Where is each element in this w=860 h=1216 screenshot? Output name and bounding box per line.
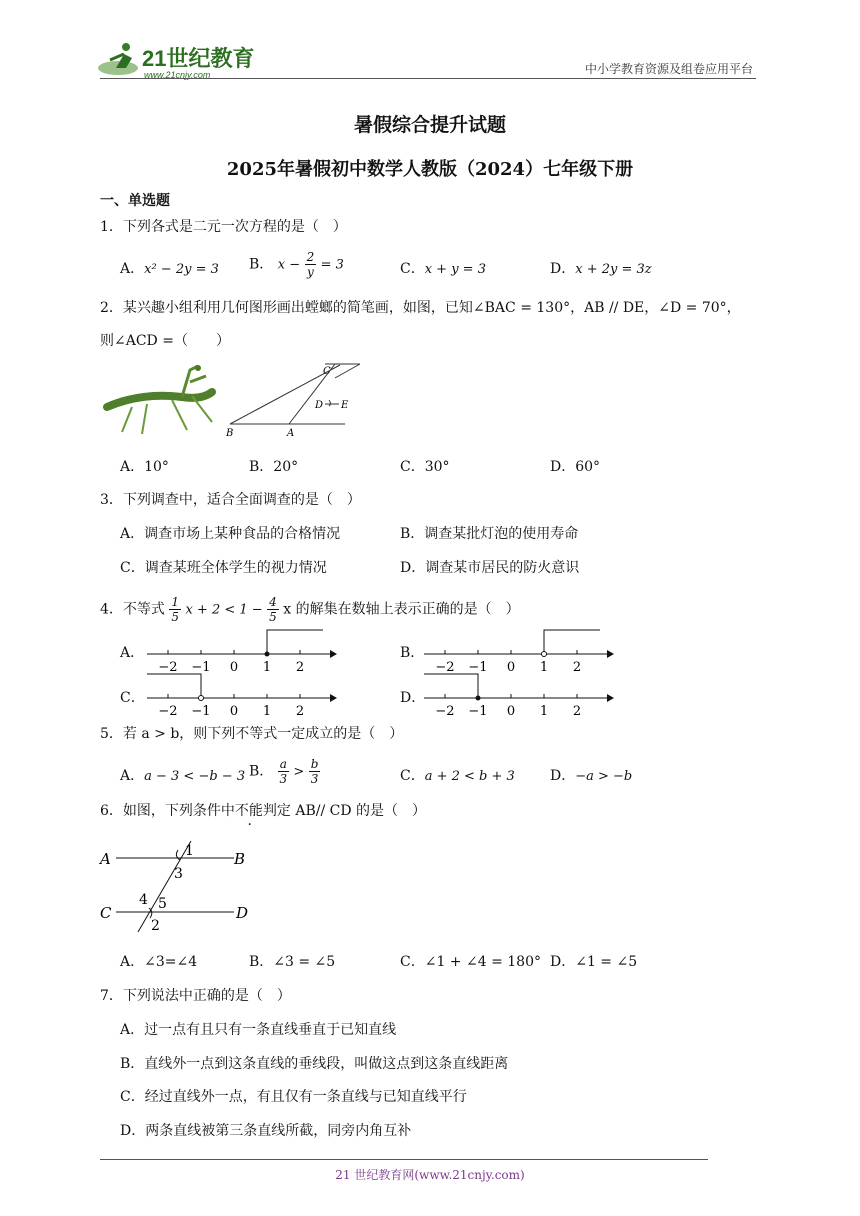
question-1-option-a: A．x² − 2y = 3 — [120, 261, 219, 277]
section-heading: 一、单选题 — [100, 193, 170, 209]
figure-label-c: C — [100, 904, 112, 922]
angle-label-5: 5 — [158, 896, 167, 912]
page-title: 暑假综合提升试题 — [353, 114, 506, 136]
number-line-c — [145, 670, 340, 724]
question-6-stem: 6．如图，下列条件中不能判定 AB// CD 的是（ ） — [100, 803, 427, 819]
question-2-option-d: D．60° — [550, 459, 601, 475]
tick-label: 0 — [506, 660, 516, 675]
question-1-stem: 1．下列各式是二元一次方程的是（ ） — [100, 219, 347, 235]
tick-label: 1 — [262, 704, 272, 719]
question-5-option-d: D．−a > −b — [550, 768, 633, 784]
tick-label: 2 — [295, 704, 305, 719]
question-7-stem: 7．下列说法中正确的是（ ） — [100, 988, 291, 1004]
question-2-option-c: C．30° — [400, 459, 450, 475]
question-4-option-a-label: A． — [120, 645, 145, 661]
figure-label-b: B — [226, 428, 234, 439]
tick-label: 2 — [295, 660, 305, 675]
question-2-figure — [225, 360, 365, 444]
tick-label: −2 — [435, 660, 455, 675]
question-6-option-a: A．∠3=∠4 — [120, 954, 198, 970]
question-3-option-c: C．调查某班全体学生的视力情况 — [120, 560, 327, 576]
question-2-option-a: A．10° — [120, 459, 169, 475]
question-3-stem: 3．下列调查中，适合全面调查的是（ ） — [100, 492, 361, 508]
emphasized-text: 不能 — [234, 803, 263, 819]
question-7-option-c: C．经过直线外一点，有且仅有一条直线与已知直线平行 — [120, 1089, 467, 1105]
question-3-option-b: B．调查某批灯泡的使用寿命 — [400, 526, 579, 542]
tick-label: 0 — [229, 660, 239, 675]
question-4-option-c-label: C． — [120, 690, 145, 706]
page-subtitle: 2025年暑假初中数学人教版（2024）七年级下册 — [226, 159, 634, 180]
tick-label: −2 — [158, 704, 178, 719]
question-7-option-d: D．两条直线被第三条直线所截，同旁内角互补 — [120, 1123, 412, 1139]
question-2-stem-line-2: 则∠ACD =（ ） — [100, 333, 230, 349]
question-3-option-a: A．调查市场上某种食品的合格情况 — [120, 526, 341, 542]
angle-label-3: 3 — [174, 866, 183, 882]
tick-label: −1 — [468, 660, 488, 675]
figure-label-b: B — [234, 850, 246, 868]
figure-label-a: A — [287, 428, 295, 439]
logo-url: www.21cnjy.com — [144, 70, 211, 80]
question-4-stem: 4．不等式 $\frac{1}{5}$ x + 2 < 1 − $\frac{4}{5}$ x 的解集在数轴上表示正确的是（ ） — [100, 595, 520, 624]
question-2-stem-line-1: 2．某兴趣小组利用几何图形画出螳螂的简笔画，如图，已知∠BAC = 130°，AB // DE，∠D = 70°， — [100, 300, 741, 316]
header-platform-text: 中小学教育资源及组卷应用平台 — [584, 62, 753, 76]
question-4-option-d-label: D． — [400, 690, 426, 706]
question-7-option-a: A．过一点有且只有一条直线垂直于已知直线 — [120, 1022, 397, 1038]
question-1-option-d: D．x + 2y = 3z — [550, 261, 652, 277]
question-5-option-c: C．a + 2 < b + 3 — [400, 768, 515, 784]
tick-label: 1 — [539, 704, 549, 719]
tick-label: 0 — [506, 704, 516, 719]
figure-label-c: C — [323, 366, 331, 377]
figure-label-d: D — [315, 400, 324, 411]
footer-divider — [100, 1159, 708, 1160]
question-1-option-b: B． x − $\frac{2}{y}$ = 3 — [249, 250, 344, 279]
tick-label: 2 — [572, 704, 582, 719]
number-line-d — [422, 670, 617, 724]
footer-link[interactable]: 21 世纪教育网(www.21cnjy.com) — [335, 1168, 525, 1182]
question-2-option-b: B．20° — [249, 459, 299, 475]
question-7-option-b: B．直线外一点到这条直线的垂线段，叫做这点到这条直线距离 — [120, 1056, 509, 1072]
question-4-option-b-label: B． — [400, 645, 425, 661]
tick-label: 1 — [262, 660, 272, 675]
question-6-option-c: C．∠1 + ∠4 = 180° — [400, 954, 541, 970]
tick-label: 0 — [229, 704, 239, 719]
question-5-option-b: B． $\frac{a}{3}$ > $\frac{b}{3}$ — [249, 757, 319, 786]
question-6-option-b: B．∠3 = ∠5 — [249, 954, 336, 970]
tick-label: −1 — [468, 704, 488, 719]
tick-label: 1 — [539, 660, 549, 675]
question-5-stem: 5．若 a > b，则下列不等式一定成立的是（ ） — [100, 726, 404, 742]
question-5-option-a: A．a − 3 < −b − 3 — [120, 768, 246, 784]
question-1-option-c: C．x + y = 3 — [400, 261, 486, 277]
question-3-option-d: D．调查某市居民的防火意识 — [400, 560, 580, 576]
figure-label-e: E — [341, 400, 349, 411]
figure-label-d: D — [236, 904, 249, 922]
angle-label-2: 2 — [151, 918, 160, 934]
question-6-figure — [96, 836, 266, 940]
tick-label: 2 — [572, 660, 582, 675]
angle-label-1: 1 — [185, 843, 194, 859]
question-6-option-d: D．∠1 = ∠5 — [550, 954, 638, 970]
tick-label: −1 — [191, 704, 211, 719]
header-divider — [100, 78, 756, 79]
tick-label: −1 — [191, 660, 211, 675]
mantis-image — [102, 362, 222, 441]
site-logo — [96, 38, 266, 82]
tick-label: −2 — [158, 660, 178, 675]
logo-text: 21世纪教育 — [142, 46, 255, 71]
angle-label-4: 4 — [139, 892, 148, 908]
tick-label: −2 — [435, 704, 455, 719]
figure-label-a: A — [100, 850, 111, 868]
